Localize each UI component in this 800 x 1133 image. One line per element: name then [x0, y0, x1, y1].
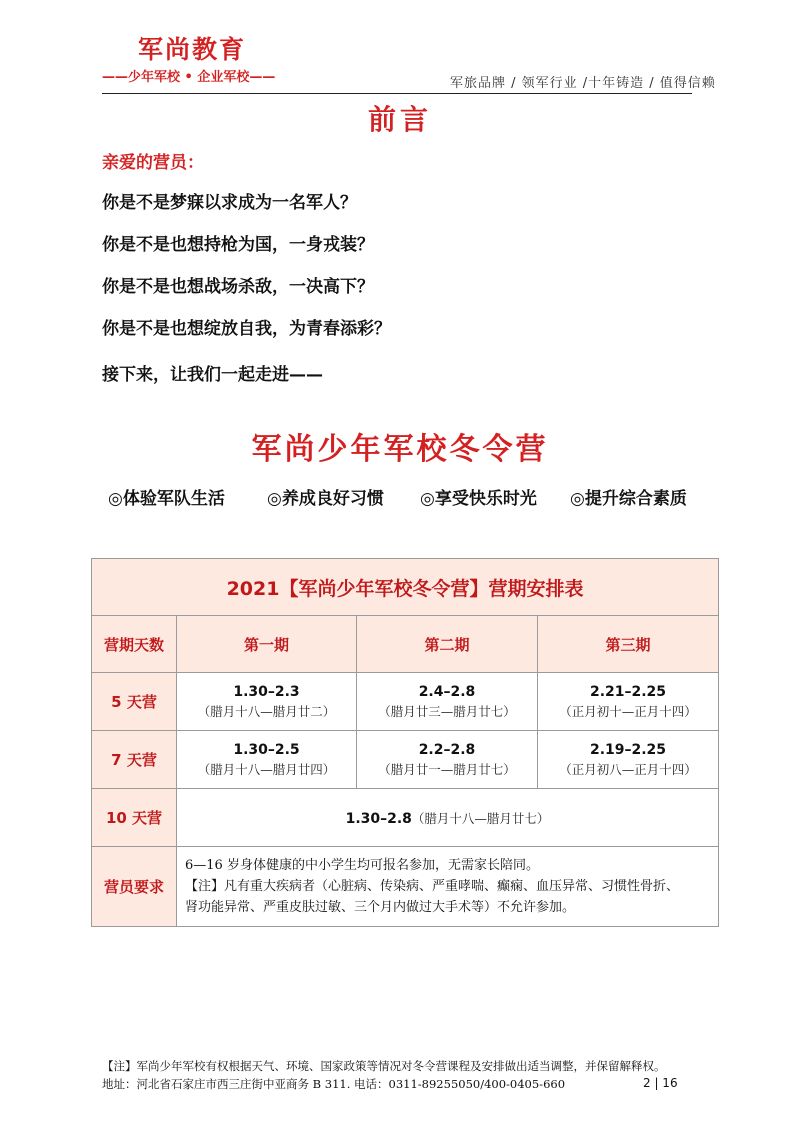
question-line: 你是不是也想战场杀敌，一决高下？: [102, 277, 374, 297]
schedule-cell: [357, 731, 538, 789]
feature-item: ◎提升综合素质: [570, 489, 687, 509]
brand-subtitle: ——少年军校 • 企业军校——: [102, 70, 276, 85]
table-row: [92, 673, 719, 731]
lead-line: 接下来，让我们一起走进——: [102, 365, 323, 385]
brand-logo-title: 军尚教育: [138, 35, 247, 64]
table-row: [92, 731, 719, 789]
requirement-line: 肾功能异常、严重皮肤过敏、三个月内做过大手术等）不允许参加。: [185, 900, 576, 915]
header-period-3: 第三期: [538, 616, 719, 673]
cell-dates: 2.4–2.8: [418, 683, 476, 700]
cell-lunar: （腊月廿三—腊月廿七）: [378, 703, 516, 719]
cell-dates: 2.19–2.25: [589, 741, 667, 758]
header-slogan: 军旅品牌 / 领军行业 /十年铸造 / 值得信赖: [450, 76, 716, 91]
cell-lunar: （正月初八—正月十四）: [559, 761, 697, 777]
cell-dates: 2.21–2.25: [589, 683, 667, 700]
header-days-label: 营期天数: [92, 616, 177, 673]
row-label: 5 天营: [92, 673, 177, 731]
preface-title: 前言: [367, 103, 432, 136]
schedule-cell: [357, 673, 538, 731]
schedule-cell: [177, 731, 357, 789]
feature-item: ◎体验军队生活: [108, 489, 225, 509]
row-label: 7 天营: [92, 731, 177, 789]
row-label: 营员要求: [92, 847, 177, 927]
schedule-cell-merged: [177, 789, 719, 847]
cell-lunar: （腊月十八—腊月廿七）: [411, 811, 550, 826]
feature-item: ◎享受快乐时光: [420, 489, 537, 509]
cell-dates: 2.2–2.8: [418, 741, 476, 758]
schedule-cell: [538, 673, 719, 731]
camp-title: 军尚少年军校冬令营: [251, 432, 549, 467]
cell-lunar: （腊月廿一—腊月廿七）: [378, 761, 516, 777]
table-row: [92, 847, 719, 927]
requirements-text: [177, 847, 719, 927]
cell-dates: 1.30–2.5: [233, 741, 300, 758]
requirement-line: 【注】凡有重大疾病者（心脏病、传染病、严重哮喘、癫痫、血压异常、习惯性骨折、: [185, 879, 680, 894]
greeting: 亲爱的营员：: [102, 153, 204, 173]
cell-lunar: （腊月十八—腊月廿四）: [197, 761, 336, 777]
cell-dates: 1.30–2.8: [345, 811, 412, 827]
cell-dates: 1.30–2.3: [233, 683, 300, 700]
question-line: 你是不是梦寐以求成为一名军人？: [102, 193, 357, 213]
cell-lunar: （正月初十—正月十四）: [559, 703, 697, 719]
header-period-2: 第二期: [357, 616, 538, 673]
page-number: 2 | 16: [643, 1076, 678, 1090]
cell-lunar: （腊月十八—腊月廿二）: [197, 703, 336, 719]
header-period-1: 第一期: [177, 616, 357, 673]
header-divider: [102, 93, 692, 94]
row-label: 10 天营: [92, 789, 177, 847]
schedule-table: [91, 558, 719, 927]
requirement-line: 6—16 岁身体健康的中小学生均可报名参加，无需家长陪同。: [185, 858, 539, 873]
question-line: 你是不是也想绽放自我，为青春添彩？: [102, 319, 391, 339]
question-line: 你是不是也想持枪为国，一身戎装？: [102, 235, 374, 255]
footer-note: 【注】军尚少年军校有权根据天气、环境、国家政策等情况对冬令营课程及安排做出适当调整，并保留解释权。: [102, 1059, 666, 1073]
schedule-cell: [538, 731, 719, 789]
feature-item: ◎养成良好习惯: [267, 489, 384, 509]
schedule-title: 2021【军尚少年军校冬令营】营期安排表: [92, 559, 719, 616]
table-row: [92, 789, 719, 847]
footer-address: 地址：河北省石家庄市西三庄街中亚商务 B 311. 电话：0311-89255050/400-0405-660: [102, 1077, 566, 1091]
schedule-cell: [177, 673, 357, 731]
